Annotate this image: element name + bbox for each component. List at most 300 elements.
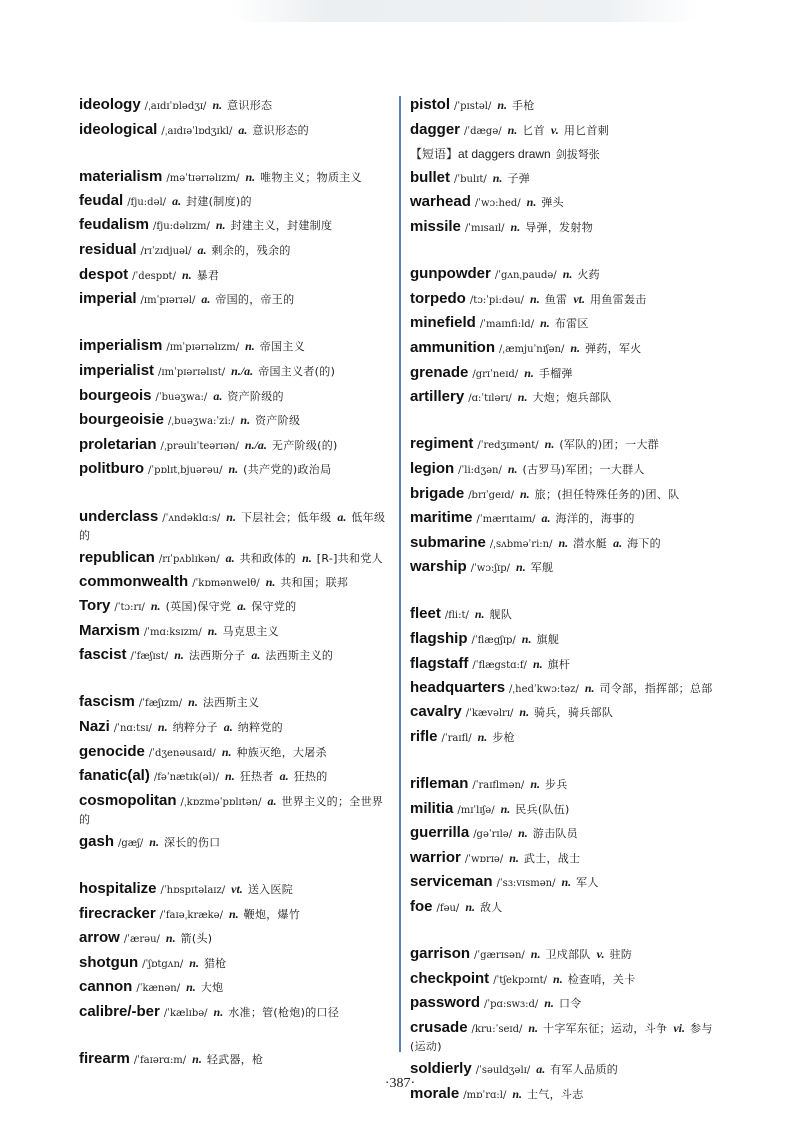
phonetic: /kru:ˈseɪd/	[471, 1023, 523, 1035]
phonetic: /ˈʌndəklɑ:s/	[162, 512, 221, 524]
entry-group-gap	[79, 1026, 391, 1049]
part-of-speech: n.	[192, 1052, 202, 1067]
definition: 军人	[576, 876, 599, 890]
dictionary-entry	[79, 288, 391, 313]
phonetic: /ˌbuəʒwa:ˈzi:/	[168, 416, 235, 428]
part-of-speech: n.	[519, 486, 530, 501]
part-of-speech: a.	[279, 769, 289, 784]
dictionary-entry	[410, 386, 726, 411]
part-of-speech: n.	[570, 340, 581, 355]
part-of-speech: n.	[181, 267, 192, 282]
phonetic: /gæʃ/	[118, 837, 144, 849]
dictionary-entry	[410, 288, 726, 313]
definition: 游击队员	[532, 827, 578, 841]
definition: 弹头	[541, 196, 564, 210]
headword: genocide	[79, 742, 145, 760]
definition: 有军人品质的	[550, 1062, 619, 1076]
definition: 旅；(担任特殊任务的)团、队	[534, 487, 680, 501]
dictionary-entry	[410, 653, 726, 678]
definition: (古罗马)军团；一大群人	[522, 462, 645, 476]
part-of-speech: n.	[189, 955, 199, 970]
part-of-speech: n.	[524, 365, 534, 380]
phonetic: /ˈtɔ:rɪ/	[114, 602, 145, 614]
dictionary-entry	[79, 716, 391, 741]
definition: 法西斯分子	[188, 649, 246, 663]
dictionary-entry	[79, 409, 391, 434]
definition: 用匕首刺	[563, 123, 610, 137]
headword: garrison	[410, 945, 471, 963]
headword: rifleman	[410, 775, 469, 793]
definition: 军舰	[530, 561, 554, 575]
definition: 资产阶级	[255, 414, 301, 428]
headword: legion	[410, 459, 455, 477]
definition: 士气，斗志	[527, 1087, 584, 1101]
part-of-speech: a.	[238, 122, 248, 137]
dictionary-entry	[410, 603, 726, 628]
headword: calibre/-ber	[79, 1003, 160, 1020]
phonetic: /ˈli:dʒən/	[458, 464, 502, 476]
dictionary-entry	[79, 264, 391, 289]
definition: 深长的伤口	[163, 835, 221, 849]
part-of-speech: n.	[213, 1005, 224, 1019]
part-of-speech: n.	[245, 339, 255, 354]
definition: 箭(头)	[180, 932, 213, 946]
phonetic: /ˈwɔ:hed/	[474, 198, 521, 210]
definition: 手榴弹	[538, 366, 573, 380]
definition: 海下的	[627, 536, 661, 550]
part-of-speech: a.	[536, 1061, 546, 1076]
part-of-speech: n.	[584, 681, 595, 696]
definition: 水准；管(枪炮)的口径	[228, 1006, 340, 1019]
part-of-speech: n.	[215, 218, 226, 233]
dictionary-entry	[79, 691, 391, 716]
part-of-speech: n./a.	[231, 363, 254, 378]
part-of-speech: vi.	[673, 1020, 686, 1035]
part-of-speech: n.	[228, 906, 239, 921]
definition: 狂热者	[239, 770, 274, 784]
phonetic: /mɒˈrɑ:l/	[463, 1089, 507, 1101]
dictionary-entry	[410, 532, 726, 557]
part-of-speech: n.	[519, 705, 530, 720]
part-of-speech: n.	[500, 801, 511, 816]
part-of-speech: n.	[186, 980, 196, 995]
part-of-speech: a.	[337, 509, 347, 524]
part-of-speech: vt.	[231, 882, 243, 897]
definition: 匕首	[522, 123, 545, 137]
part-of-speech: a.	[237, 599, 247, 614]
phonetic: /ˈpɒlɪtˌbjuərəu/	[147, 465, 223, 477]
dictionary-entry	[79, 214, 391, 239]
entry-group-gap	[410, 581, 726, 604]
part-of-speech: n.	[212, 98, 223, 112]
dictionary-entry	[410, 94, 726, 119]
dictionary-entry	[79, 831, 391, 856]
phonetic: /ˈredʒɪmənt/	[477, 440, 539, 452]
dictionary-entry	[79, 595, 391, 620]
dictionary-entry	[410, 433, 726, 458]
definition: 旗杆	[547, 657, 571, 671]
definition: 帝国主义	[259, 340, 305, 354]
part-of-speech: n.	[518, 826, 528, 841]
part-of-speech: a.	[251, 648, 261, 663]
definition: 步兵	[545, 778, 568, 792]
headword: feudalism	[79, 216, 150, 234]
dictionary-entry	[410, 968, 726, 993]
phonetic: /ˈflægʃɪp/	[471, 635, 516, 647]
definition: 布雷区	[554, 317, 589, 331]
phonetic: /ɪmˈpɪərɪəl/	[140, 295, 196, 307]
dictionary-entry	[410, 483, 726, 508]
part-of-speech: v.	[550, 122, 559, 137]
dictionary-entry	[79, 335, 391, 360]
part-of-speech: n.	[530, 947, 541, 962]
phonetic: /ˈmaɪnfi:ld/	[479, 319, 535, 331]
headword: underclass	[79, 507, 159, 525]
phonetic: /ˈmɑ:ksɪzm/	[143, 626, 202, 638]
phonetic: /rɪˈzɪdjuəl/	[140, 245, 192, 257]
phonetic: /fəˈnætɪk(əl)/	[153, 772, 220, 784]
headword: republican	[79, 548, 155, 566]
header-smudge	[230, 0, 700, 22]
dictionary-entry	[410, 871, 726, 896]
phonetic: /ˈfaɪəˌkrækə/	[159, 909, 223, 921]
part-of-speech: n.	[477, 729, 488, 744]
part-of-speech: n.	[188, 695, 198, 710]
phonetic: /ˈbuəʒwa:/	[155, 391, 208, 403]
definition: 大炮；炮兵部队	[532, 391, 612, 405]
dictionary-entry	[410, 943, 726, 968]
headword: feudal	[79, 191, 124, 209]
phrase-text: 【短语】at daggers drawn	[410, 147, 551, 162]
part-of-speech: n.	[150, 599, 161, 614]
headword: proletarian	[79, 435, 157, 453]
phonetic: /ˈflægstɑ:f/	[472, 659, 527, 671]
page-number: ·387·	[384, 1076, 416, 1091]
definition: 火药	[577, 268, 600, 282]
headword: fanatic(al)	[79, 767, 150, 785]
definition: 口令	[558, 997, 582, 1011]
definition: 纳粹分子	[172, 721, 218, 735]
dictionary-entry	[79, 1001, 391, 1026]
phonetic: /ˌhedˈkwɔ:təz/	[509, 684, 579, 696]
phonetic: /ˌsʌbməˈri:n/	[489, 538, 553, 550]
headword: maritime	[410, 509, 473, 527]
part-of-speech: n.	[510, 219, 521, 234]
dictionary-entry	[410, 773, 726, 798]
part-of-speech: a.	[225, 550, 235, 565]
phonetic: /ɑ:ˈtɪlərɪ/	[468, 393, 512, 405]
part-of-speech: n.	[530, 777, 540, 792]
phonetic: /məˈtɪərɪəlɪzm/	[166, 172, 240, 184]
part-of-speech: n.	[226, 509, 236, 524]
headword: submarine	[410, 533, 486, 551]
headword: imperialist	[79, 361, 155, 379]
part-of-speech: n.	[561, 875, 572, 890]
phrase-definition: 剑拔弩张	[555, 148, 600, 162]
definition: 下层社会；低年级	[240, 510, 332, 524]
dictionary-entry	[410, 362, 726, 387]
entry-group-gap	[410, 241, 726, 264]
definition: 唯物主义；物质主义	[260, 170, 362, 184]
headword: grenade	[410, 363, 469, 381]
headword: arrow	[79, 929, 120, 947]
headword: fascism	[79, 693, 135, 711]
headword: guerrilla	[410, 824, 470, 842]
definition: 共和政体的	[239, 551, 297, 565]
phonetic: /ˈfæʃɪzm/	[138, 698, 183, 710]
part-of-speech: a.	[267, 793, 277, 808]
headword: commonwealth	[79, 572, 189, 590]
definition: 保守党的	[251, 600, 297, 614]
phonetic: /mɪˈlɪʃə/	[457, 804, 495, 816]
headword: imperial	[79, 290, 137, 308]
definition: 参与(运动)	[410, 1021, 713, 1053]
definition: 舰队	[489, 608, 513, 622]
phonetic: /ˈbulɪt/	[454, 173, 487, 185]
definition: 导弹，发射物	[525, 220, 594, 234]
dictionary-entry	[410, 896, 726, 921]
phonetic: /tɔ:ˈpi:dəu/	[469, 294, 525, 306]
definition: 种族灭绝，大屠杀	[236, 745, 327, 759]
dictionary-entry	[410, 726, 726, 751]
dictionary-entry	[410, 191, 726, 216]
definition: 骑兵，骑兵部队	[534, 706, 614, 720]
part-of-speech: v.	[596, 947, 605, 962]
part-of-speech: n.	[240, 413, 251, 428]
part-of-speech: n.	[516, 560, 526, 575]
dictionary-entry	[79, 166, 391, 190]
phonetic: /fju:dəlɪzm/	[153, 221, 210, 233]
definition: 资产阶级的	[227, 389, 284, 403]
phonetic: /ˈærəu/	[123, 934, 160, 946]
part-of-speech: a.	[213, 388, 223, 403]
right-column	[410, 94, 726, 1107]
phonetic: /ˈkænən/	[136, 983, 181, 995]
phonetic: /ˈgærɪsən/	[474, 950, 525, 962]
phonetic: /ˈhɒspɪtəlaɪz/	[160, 885, 226, 897]
headword: warrior	[410, 848, 461, 866]
part-of-speech: n.	[544, 996, 554, 1011]
entry-group-gap	[79, 855, 391, 878]
definition: 纳粹党的	[237, 721, 283, 735]
dictionary-entry	[410, 798, 726, 823]
entry-group-gap	[410, 411, 726, 434]
headword: gash	[79, 832, 115, 850]
part-of-speech: n.	[225, 769, 235, 784]
dictionary-entry	[410, 677, 726, 701]
headword: brigade	[410, 484, 465, 502]
part-of-speech: n.	[492, 170, 503, 185]
definition: 驻防	[609, 948, 633, 962]
part-of-speech: n.	[207, 623, 218, 638]
part-of-speech: n./a.	[244, 437, 267, 452]
dictionary-entry	[410, 1017, 726, 1058]
part-of-speech: a.	[613, 535, 623, 550]
headword: minefield	[410, 314, 476, 332]
dictionary-entry	[410, 556, 726, 581]
phrase-entry	[410, 143, 726, 167]
headword: materialism	[79, 167, 163, 185]
part-of-speech: n.	[558, 535, 569, 550]
definition: 剩余的，残余的	[211, 243, 291, 257]
part-of-speech: a.	[223, 720, 233, 735]
headword: bourgeoisie	[79, 411, 165, 429]
entry-group-gap	[79, 483, 391, 506]
part-of-speech: n.	[562, 267, 573, 282]
phonetic: /ɪmˈpɪərɪəlɪzm/	[166, 342, 240, 354]
part-of-speech: n.	[507, 122, 518, 137]
definition: 海洋的，海事的	[555, 512, 635, 526]
phonetic: /ˈfaɪərɑ:m/	[133, 1055, 187, 1067]
headword: militia	[410, 799, 454, 817]
part-of-speech: n.	[474, 607, 485, 622]
part-of-speech: n.	[530, 291, 540, 306]
dictionary-entry	[79, 94, 391, 119]
headword: ideology	[79, 96, 141, 113]
part-of-speech: n.	[532, 656, 543, 671]
part-of-speech: n.	[165, 931, 176, 946]
headword: bourgeois	[79, 386, 152, 404]
dictionary-entry	[79, 434, 391, 459]
dictionary-entry	[79, 571, 391, 596]
definition: 子弹	[507, 171, 531, 185]
dictionary-entry	[410, 216, 726, 241]
part-of-speech: n.	[157, 720, 168, 735]
phonetic: /ˈkælɪbə/	[163, 1008, 208, 1019]
entry-group-gap	[79, 143, 391, 166]
phonetic: /ˈpɑ:swɜ:d/	[484, 999, 539, 1011]
definition: 手枪	[512, 99, 535, 112]
definition: 猎枪	[203, 956, 227, 970]
part-of-speech: n.	[517, 390, 528, 405]
part-of-speech: n.	[221, 744, 232, 759]
phonetic: /ɪmˈpɪərɪəlɪst/	[158, 366, 226, 378]
column-divider	[399, 96, 401, 1052]
entry-group-gap	[410, 921, 726, 944]
dictionary-entry	[79, 119, 391, 144]
headword: politburo	[79, 460, 144, 478]
phonetic: /gəˈrɪlə/	[473, 829, 513, 841]
dictionary-entry	[79, 360, 391, 385]
dictionary-entry	[79, 927, 391, 952]
dictionary-entry	[79, 952, 391, 977]
headword: cosmopolitan	[79, 791, 177, 809]
headword: checkpoint	[410, 969, 490, 987]
definition: 用鱼雷轰击	[590, 292, 647, 306]
phonetic: /ˌkɒzməˈpɒlɪtən/	[180, 796, 262, 808]
dictionary-entry	[79, 458, 391, 483]
dictionary-entry	[79, 547, 391, 571]
headword: despot	[79, 265, 129, 283]
headword: torpedo	[410, 289, 466, 307]
dictionary-entry	[410, 628, 726, 653]
definition: 弹药，军火	[585, 341, 642, 355]
phonetic: /ˈmærɪtaɪm/	[476, 514, 536, 526]
headword: Marxism	[79, 621, 140, 639]
phonetic: /ˈsəuldʒəlɪ/	[475, 1064, 531, 1076]
definition: 意识形态的	[252, 123, 309, 137]
dictionary-entry	[410, 312, 726, 337]
phonetic: /ˈmɪsaɪl/	[464, 222, 505, 234]
phonetic: /ˌæmjuˈnɪʃən/	[499, 343, 565, 355]
phonetic: /rɪˈpʌblɪkən/	[158, 553, 220, 565]
definition: 潜水艇	[573, 536, 608, 550]
definition: 暴君	[196, 268, 220, 282]
part-of-speech: n.	[245, 169, 256, 184]
dictionary-entry	[410, 337, 726, 362]
definition: 世界主义的；全世界的	[79, 794, 384, 826]
phonetic: /ˈsɜ:vɪsmən/	[496, 878, 556, 890]
headword: fascist	[79, 646, 127, 664]
definition: 封建主义，封建制度	[230, 219, 333, 233]
headword: morale	[410, 1084, 460, 1102]
part-of-speech: n.	[540, 316, 550, 331]
dictionary-entry	[79, 976, 391, 1001]
dictionary-entry	[79, 506, 391, 547]
part-of-speech: n.	[509, 850, 519, 865]
phonetic: /ˈdægə/	[464, 125, 502, 137]
headword: flagship	[410, 630, 468, 648]
part-of-speech: n.	[544, 437, 555, 452]
part-of-speech: n.	[228, 462, 239, 477]
headword: flagstaff	[410, 654, 469, 672]
headword: imperialism	[79, 337, 163, 355]
headword: artillery	[410, 388, 465, 406]
dictionary-entry	[79, 878, 391, 903]
headword: foe	[410, 898, 433, 915]
definition: 共和国；联邦	[280, 575, 349, 589]
entry-group-gap	[79, 313, 391, 336]
headword: hospitalize	[79, 880, 157, 898]
headword: ideological	[79, 120, 158, 138]
definition: 意识形态	[227, 99, 273, 112]
phonetic: /ˈʃɒtgʌn/	[142, 958, 184, 970]
definition: 司令部，指挥部；总部	[599, 682, 713, 696]
phonetic: /ˌprəulɪˈteərɪən/	[160, 440, 239, 452]
definition: 帝国主义者(的)	[258, 364, 336, 378]
headword: crusade	[410, 1018, 468, 1036]
phonetic: /ˈwɒrɪə/	[464, 853, 504, 865]
part-of-speech: n.	[149, 834, 159, 849]
headword: firecracker	[79, 904, 156, 922]
headword: warship	[410, 558, 467, 576]
definition: 旗舰	[536, 633, 560, 647]
dictionary-entry	[79, 903, 391, 928]
definition: 低年级的	[79, 510, 386, 542]
definition: 马克思主义	[222, 624, 279, 638]
dictionary-entry	[410, 507, 726, 532]
dictionary-entry	[79, 620, 391, 645]
definition: 封建(制度)的	[186, 194, 252, 208]
part-of-speech: a.	[541, 511, 551, 526]
headword: cannon	[79, 978, 133, 996]
phonetic: /ˈpɪstəl/	[454, 101, 492, 112]
part-of-speech: a.	[172, 193, 182, 208]
phonetic: /ˈfæʃɪst/	[130, 651, 169, 663]
headword: fleet	[410, 605, 441, 623]
dictionary-entry	[410, 701, 726, 726]
dictionary-entry	[410, 119, 726, 144]
part-of-speech: a.	[197, 242, 207, 257]
dictionary-entry	[79, 385, 391, 410]
dictionary-entry	[79, 765, 391, 790]
definition: (英国)保守党	[165, 600, 232, 614]
dictionary-entry	[410, 847, 726, 872]
phonetic: /ˈraɪfl/	[441, 732, 472, 744]
phonetic: /ˈnɑ:tsɪ/	[113, 723, 152, 735]
definition: 法西斯主义的	[265, 649, 334, 663]
phonetic: /grɪˈneɪd/	[472, 368, 519, 380]
